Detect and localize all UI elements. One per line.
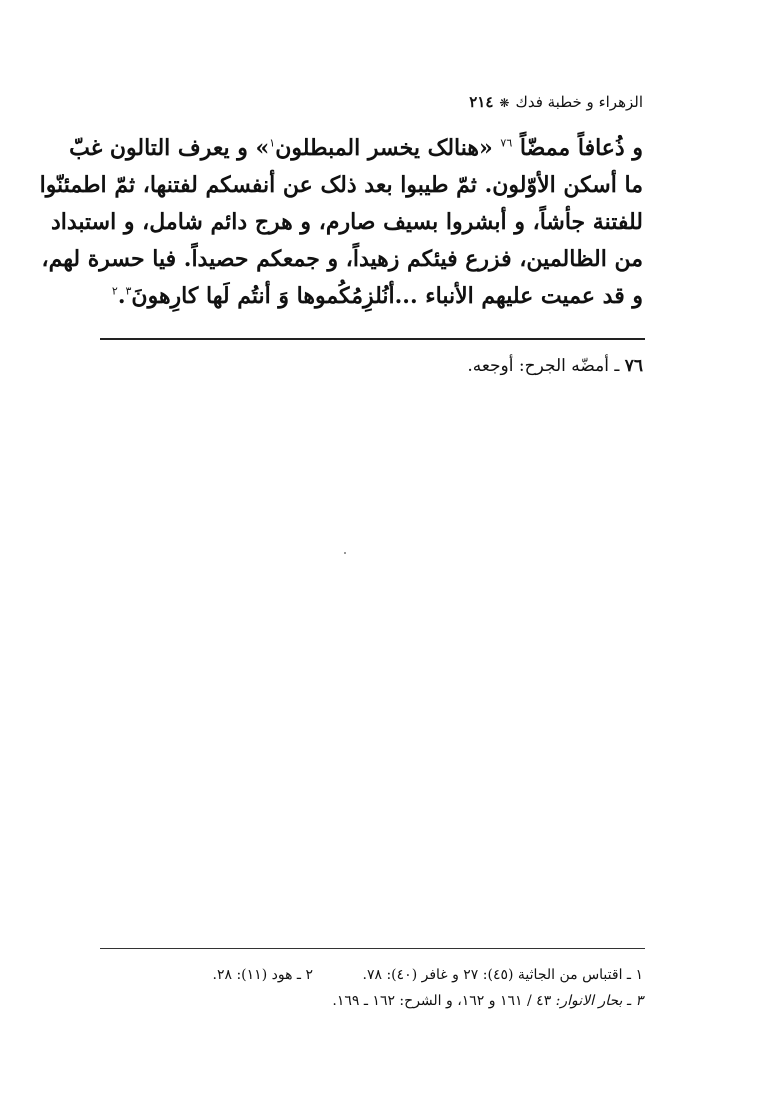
- margin-note-number: ٧٦: [624, 356, 643, 376]
- separator-ornament: ❋: [499, 96, 510, 110]
- text-line-3: للفتنة جأشاً، و أبشروا بسيف صارم، و هرج دائم شامل، و استبداد: [50, 209, 643, 235]
- quote-segment: «هنالک یخسر المبطلون: [275, 135, 493, 161]
- footnote-1: ١ ـ اقتباس من الجاثية (٤٥): ٢٧ و غافر (٤٠): ٧٨.: [362, 967, 643, 983]
- margin-note: [98, 354, 643, 378]
- footnotes: [98, 962, 643, 1014]
- text-segment: و ذُعافاً ممضّاً: [519, 135, 643, 161]
- footnote-3: [98, 988, 643, 1014]
- text-line-2: ما أسكن الأوّلون. ثمّ طيبوا بعد ذلک عن أنفسكم لفتنها، ثمّ اطمئنّوا: [39, 172, 643, 198]
- footnote-divider: [100, 948, 645, 949]
- main-divider: [100, 338, 645, 340]
- margin-note-ref: ٧٦: [500, 136, 513, 150]
- print-speck: [344, 552, 346, 554]
- footnote-2: ٢ ـ هود (١١): ٢٨.: [212, 967, 313, 983]
- running-head: [143, 92, 643, 113]
- footnote-3-text: ٤٣ / ١٦١ و ١٦٢، و الشرح: ١٦٢ ـ ١٦٩.: [332, 993, 552, 1009]
- text-segment: » و یعرف التالون غبّ: [69, 135, 270, 161]
- main-text: [39, 130, 643, 315]
- margin-note-text: ـ أمضّه الجرح: أوجعه.: [467, 356, 620, 376]
- period: .: [117, 283, 126, 309]
- quote-segment: و قد عميت عليهم الأنباء ...أنُلزِمُكُموها وَ أنتُم لَها كارِهونَ: [131, 283, 643, 309]
- page-number: ٢١٤: [469, 93, 494, 111]
- footnote-3-label: ٣ ـ بحار الانوار:: [555, 993, 643, 1009]
- text-line-4: من الظالمين، فزرع فيئكم زهيداً، و جمعكم حصيداً. فيا حسرة لهم،: [41, 246, 643, 272]
- footnote-ref-1: ١: [269, 136, 276, 150]
- footnote-ref-2: ٢: [111, 284, 118, 298]
- text-line-5: [98, 278, 643, 315]
- footnote-row-1: [98, 962, 643, 988]
- footnote-ref-3: ٣: [125, 284, 132, 298]
- text-line-1: [69, 130, 643, 167]
- book-title: الزهراء و خطبة فدك: [515, 93, 643, 111]
